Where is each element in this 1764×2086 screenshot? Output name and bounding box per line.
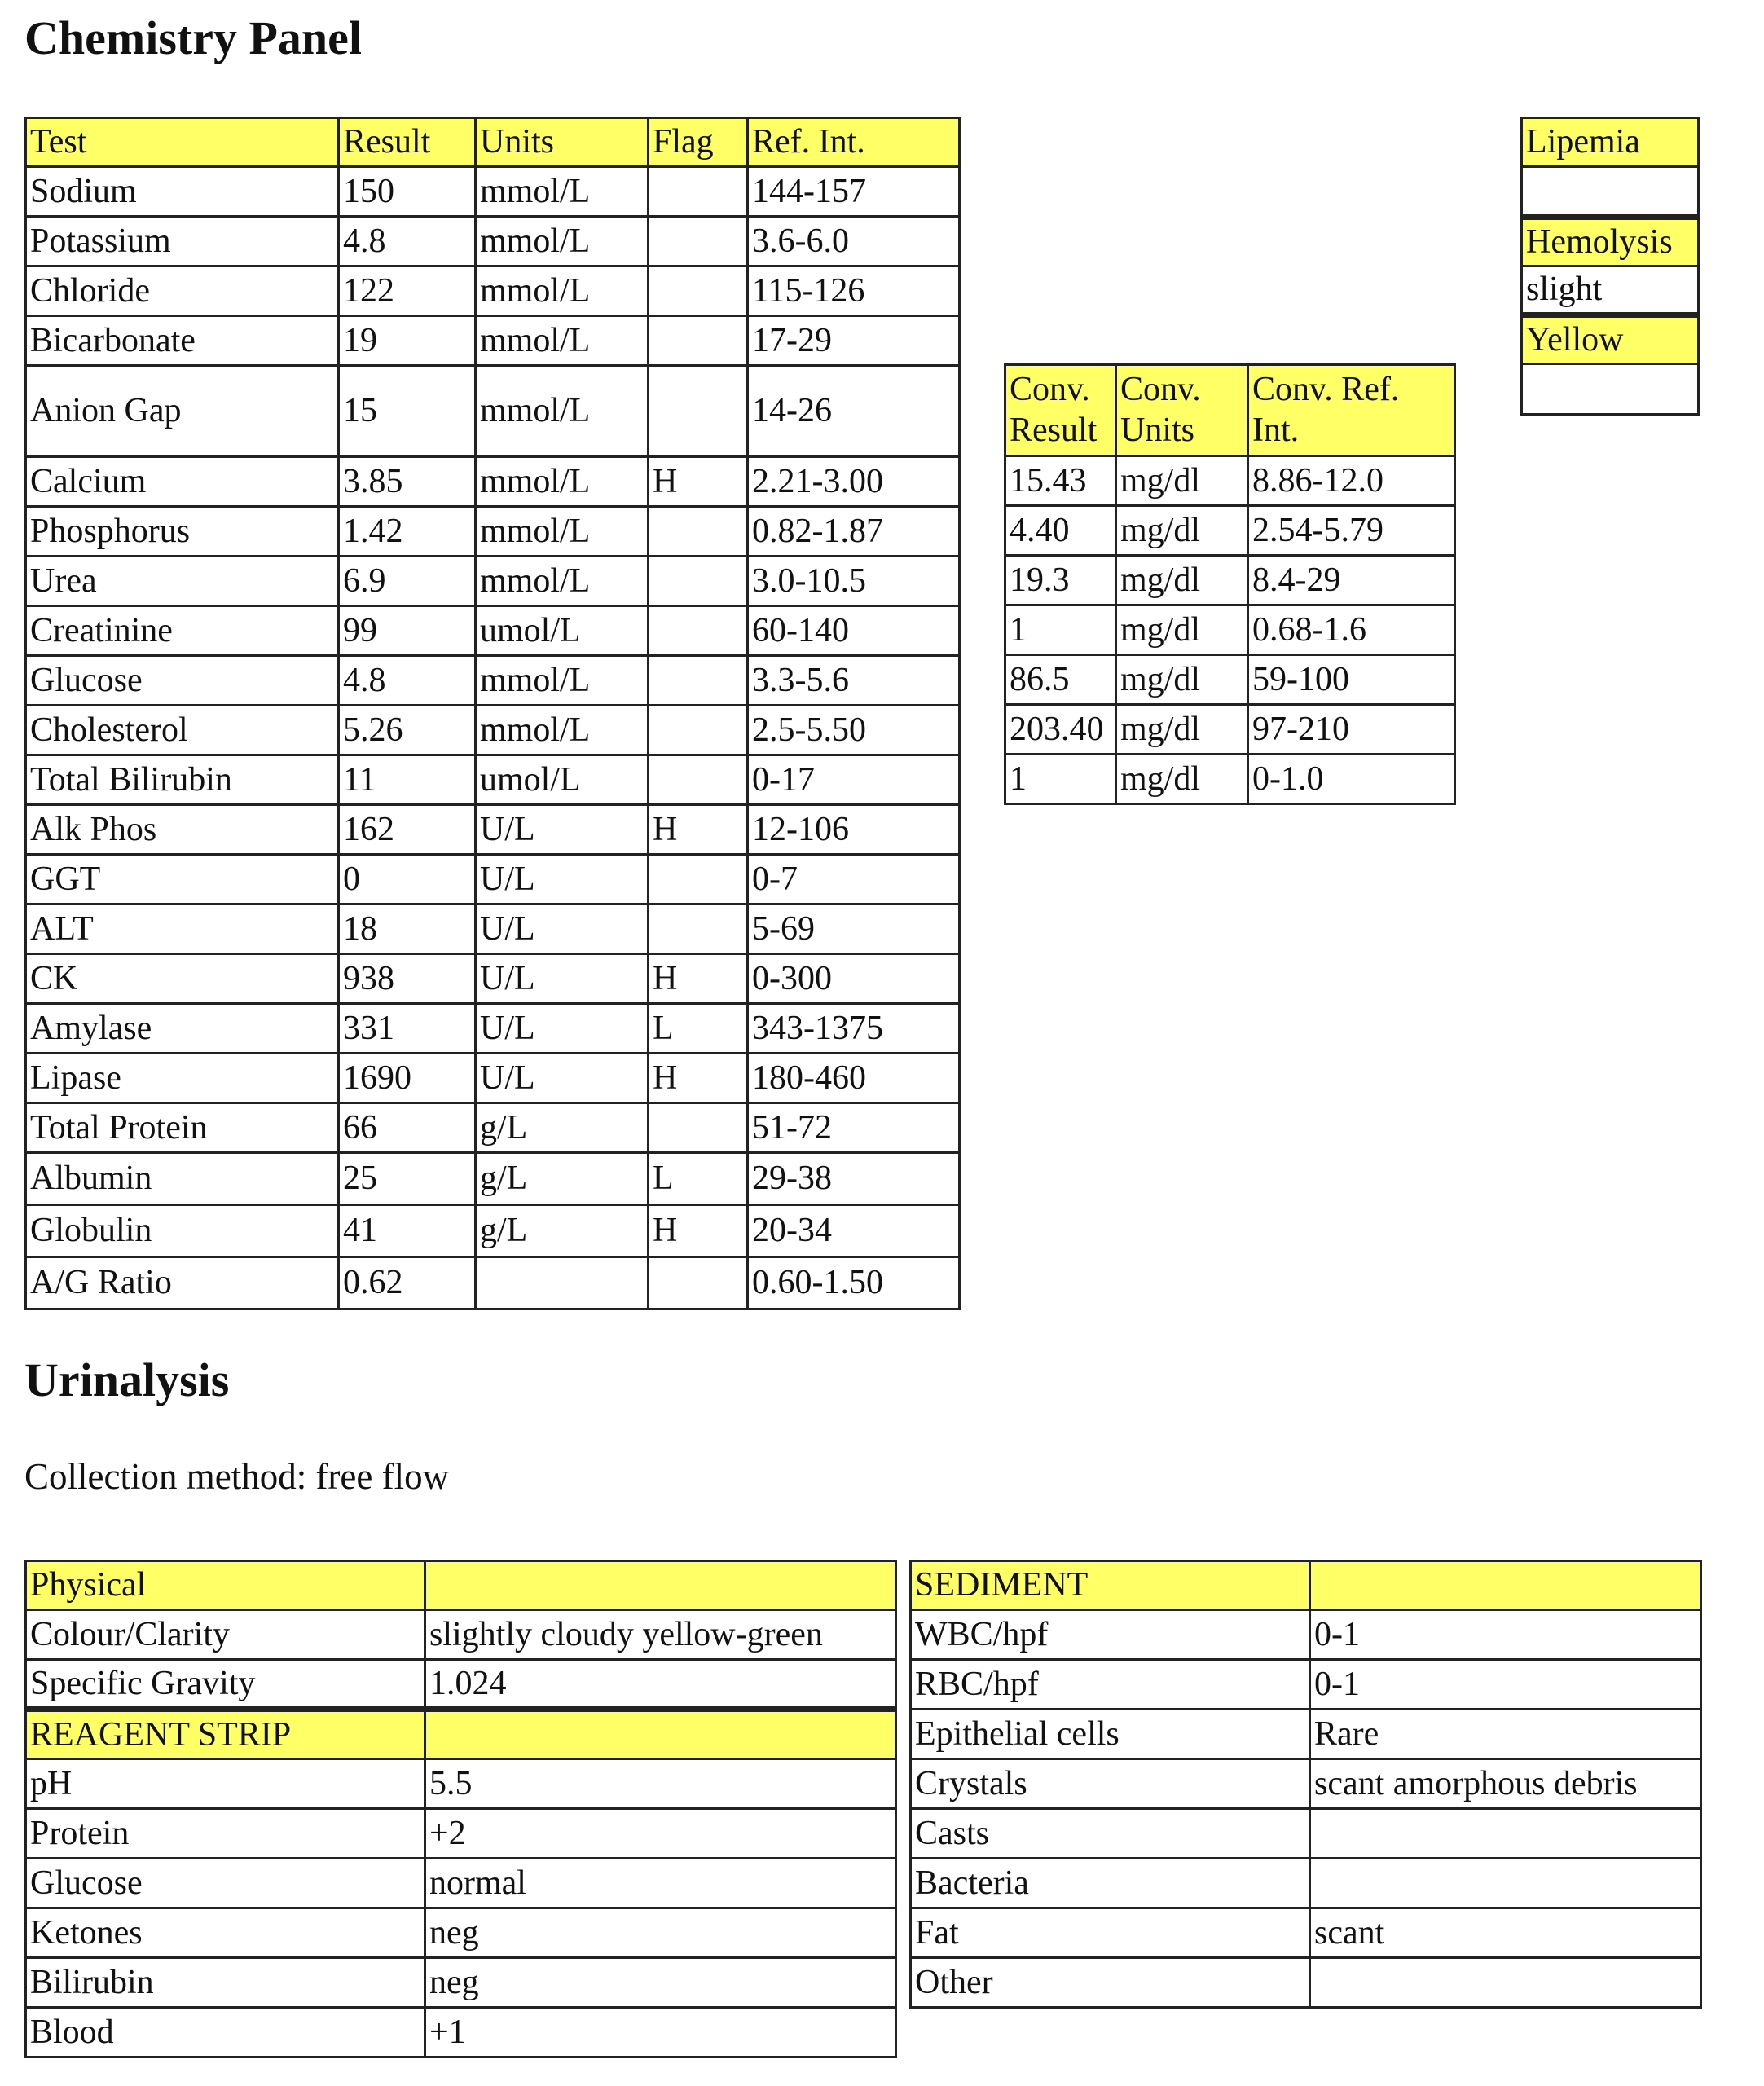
units-value: umol/L [476,606,649,656]
chemistry-row [26,1054,960,1103]
sediment-row [911,1859,1701,1908]
sediment-row [911,1710,1701,1759]
sediment-test-name: Other [911,1958,1310,2008]
conv-ref-int-value: 8.4-29 [1248,556,1455,605]
ref-int-value: 3.3-5.6 [748,656,960,706]
sediment-test-name: RBC/hpf [911,1660,1310,1710]
sediment-row [911,1610,1701,1660]
units-value: g/L [476,1205,649,1257]
flag-value: H [649,457,748,507]
header-conv-ref-int: Conv. Ref. Int. [1248,365,1455,456]
test-name: Lipase [26,1054,339,1103]
flag-value: L [649,1153,748,1205]
ref-int-value: 144-157 [748,167,960,217]
ref-int-value: 5-69 [748,904,960,954]
flag-value [649,507,748,557]
header-test: Test [26,118,339,167]
chemistry-row [26,507,960,557]
units-value: umol/L [476,755,649,805]
result-value: 938 [339,954,476,1004]
physical-row [26,1610,896,1660]
result-value: 3.85 [339,457,476,507]
reagent-header-row [26,1710,896,1759]
reagent-test-name: Bilirubin [26,1958,425,2008]
flag-value [649,755,748,805]
flag-value: L [649,1004,748,1054]
sediment-header-blank [1310,1561,1701,1610]
hemolysis-row [1522,218,1699,266]
chemistry-row [26,457,960,507]
units-value: U/L [476,855,649,904]
reagent-test-value: +1 [425,2008,896,2057]
chemistry-row [26,606,960,656]
test-name: Anion Gap [26,366,339,457]
units-value: mmol/L [476,706,649,755]
chemistry-row [26,855,960,904]
header-conv-units: Conv. Units [1116,365,1248,456]
conv-result-value: 1 [1005,605,1116,655]
sediment-row [911,1908,1701,1958]
test-name: Globulin [26,1205,339,1257]
test-name: ALT [26,904,339,954]
ref-int-value: 2.5-5.50 [748,706,960,755]
chemistry-row [26,266,960,316]
physical-header: Physical [26,1561,425,1610]
ref-int-value: 3.6-6.0 [748,217,960,266]
physical-row [26,1660,896,1710]
header-ref-int: Ref. Int. [748,118,960,167]
reagent-test-name: Ketones [26,1908,425,1958]
flag-value: H [649,1054,748,1103]
result-value: 0 [339,855,476,904]
ref-int-value: 60-140 [748,606,960,656]
conv-result-value: 203.40 [1005,705,1116,755]
chemistry-table [24,117,961,1310]
flag-value [649,167,748,217]
sediment-test-value: scant amorphous debris [1310,1759,1701,1809]
sediment-test-value: scant [1310,1908,1701,1958]
physical-header-blank [425,1561,896,1610]
hemolysis-value-row [1522,266,1699,315]
test-name: Total Bilirubin [26,755,339,805]
conversion-row [1005,456,1455,506]
conv-ref-int-value: 8.86-12.0 [1248,456,1455,506]
result-value: 162 [339,805,476,855]
test-name: Sodium [26,167,339,217]
sediment-header: SEDIMENT [911,1561,1310,1610]
units-value: U/L [476,1004,649,1054]
ref-int-value: 17-29 [748,316,960,366]
ref-int-value: 0-17 [748,755,960,805]
units-value: mmol/L [476,557,649,606]
sediment-row [911,1809,1701,1859]
ref-int-value: 12-106 [748,805,960,855]
sediment-row [911,1660,1701,1710]
test-name: CK [26,954,339,1004]
test-name: Calcium [26,457,339,507]
test-name: Potassium [26,217,339,266]
ref-int-value: 20-34 [748,1205,960,1257]
result-value: 6.9 [339,557,476,606]
result-value: 11 [339,755,476,805]
chemistry-header-row [26,118,960,167]
conv-units-value: mg/dl [1116,506,1248,556]
chemistry-row [26,217,960,266]
conv-result-value: 1 [1005,755,1116,804]
conv-units-value: mg/dl [1116,556,1248,605]
urinalysis-sediment-table [909,1560,1702,2009]
sediment-test-value: 0-1 [1310,1660,1701,1710]
ref-int-value: 3.0-10.5 [748,557,960,606]
flag-value [649,557,748,606]
urinalysis-title: Urinalysis [24,1353,230,1406]
conv-result-value: 15.43 [1005,456,1116,506]
conv-result-value: 19.3 [1005,556,1116,605]
ref-int-value: 343-1375 [748,1004,960,1054]
result-value: 4.8 [339,217,476,266]
ref-int-value: 51-72 [748,1103,960,1153]
conv-units-value: mg/dl [1116,655,1248,705]
physical-test-value: 1.024 [425,1660,896,1710]
reagent-row [26,2008,896,2057]
sediment-test-name: Crystals [911,1759,1310,1809]
units-value: g/L [476,1153,649,1205]
header-units: Units [476,118,649,167]
result-value: 5.26 [339,706,476,755]
sediment-test-name: Casts [911,1809,1310,1859]
chemistry-row [26,805,960,855]
result-value: 1.42 [339,507,476,557]
reagent-test-value: neg [425,1908,896,1958]
units-value: U/L [476,805,649,855]
sediment-row [911,1958,1701,2008]
chemistry-panel-title: Chemistry Panel [24,11,362,64]
sediment-test-value: Rare [1310,1710,1701,1759]
ref-int-value: 115-126 [748,266,960,316]
ref-int-value: 14-26 [748,366,960,457]
flag-value [649,606,748,656]
yellow-value-row [1522,364,1699,415]
reagent-row [26,1859,896,1908]
ref-int-value: 0.60-1.50 [748,1257,960,1309]
conversion-table [1004,363,1456,805]
sediment-test-name: Epithelial cells [911,1710,1310,1759]
conv-ref-int-value: 59-100 [1248,655,1455,705]
chemistry-row [26,557,960,606]
units-value: U/L [476,904,649,954]
conv-units-value: mg/dl [1116,456,1248,506]
reagent-row [26,1908,896,1958]
conversion-row [1005,755,1455,804]
chemistry-row [26,706,960,755]
chemistry-row [26,954,960,1004]
lipemia-row [1522,118,1699,167]
flag-value [649,656,748,706]
test-name: Amylase [26,1004,339,1054]
result-value: 4.8 [339,656,476,706]
test-name: Creatinine [26,606,339,656]
sediment-test-name: Bacteria [911,1859,1310,1908]
ref-int-value: 0-300 [748,954,960,1004]
flag-value [649,1257,748,1309]
reagent-test-value: +2 [425,1809,896,1859]
chemistry-row [26,316,960,366]
physical-test-name: Colour/Clarity [26,1610,425,1660]
chemistry-row [26,366,960,457]
hemolysis-value: slight [1522,266,1699,315]
units-value [476,1257,649,1309]
test-name: GGT [26,855,339,904]
chemistry-row [26,167,960,217]
flag-value [649,217,748,266]
reagent-header-blank [425,1710,896,1759]
header-flag: Flag [649,118,748,167]
conversion-row [1005,556,1455,605]
reagent-test-name: pH [26,1759,425,1809]
result-value: 19 [339,316,476,366]
flag-value [649,706,748,755]
chemistry-row [26,755,960,805]
reagent-row [26,1958,896,2008]
reagent-test-name: Glucose [26,1859,425,1908]
sediment-header-row [911,1561,1701,1610]
conv-ref-int-value: 2.54-5.79 [1248,506,1455,556]
sediment-test-name: Fat [911,1908,1310,1958]
units-value: mmol/L [476,656,649,706]
reagent-test-name: Blood [26,2008,425,2057]
units-value: mmol/L [476,217,649,266]
physical-test-name: Specific Gravity [26,1660,425,1710]
yellow-row [1522,315,1699,364]
chemistry-row [26,656,960,706]
units-value: mmol/L [476,457,649,507]
reagent-test-value: 5.5 [425,1759,896,1809]
chemistry-row [26,1153,960,1205]
reagent-strip-header: REAGENT STRIP [26,1710,425,1759]
reagent-test-value: normal [425,1859,896,1908]
units-value: mmol/L [476,167,649,217]
conv-units-value: mg/dl [1116,605,1248,655]
flag-value: H [649,1205,748,1257]
sediment-test-value [1310,1859,1701,1908]
flag-value [649,316,748,366]
sediment-test-value [1310,1958,1701,2008]
conv-ref-int-value: 0.68-1.6 [1248,605,1455,655]
flag-value [649,855,748,904]
test-name: Urea [26,557,339,606]
result-value: 18 [339,904,476,954]
test-name: Total Protein [26,1103,339,1153]
conv-ref-int-value: 97-210 [1248,705,1455,755]
sediment-row [911,1759,1701,1809]
result-value: 1690 [339,1054,476,1103]
units-value: mmol/L [476,366,649,457]
result-value: 99 [339,606,476,656]
conversion-row [1005,705,1455,755]
test-name: Bicarbonate [26,316,339,366]
conversion-row [1005,655,1455,705]
result-value: 25 [339,1153,476,1205]
flag-value [649,266,748,316]
chemistry-row [26,904,960,954]
result-value: 150 [339,167,476,217]
conversion-header-row [1005,365,1455,456]
test-name: Albumin [26,1153,339,1205]
units-value: mmol/L [476,266,649,316]
lipemia-value-row [1522,167,1699,218]
chemistry-row [26,1257,960,1309]
result-value: 41 [339,1205,476,1257]
reagent-row [26,1759,896,1809]
result-value: 66 [339,1103,476,1153]
result-value: 122 [339,266,476,316]
flag-value [649,366,748,457]
test-name: A/G Ratio [26,1257,339,1309]
flag-value [649,904,748,954]
units-value: g/L [476,1103,649,1153]
reagent-test-value: neg [425,1958,896,2008]
conversion-row [1005,506,1455,556]
chemistry-row [26,1103,960,1153]
ref-int-value: 180-460 [748,1054,960,1103]
units-value: U/L [476,954,649,1004]
test-name: Phosphorus [26,507,339,557]
conv-units-value: mg/dl [1116,705,1248,755]
collection-method: Collection method: free flow [24,1456,450,1497]
lipemia-label: Lipemia [1522,118,1699,167]
ref-int-value: 2.21-3.00 [748,457,960,507]
test-name: Cholesterol [26,706,339,755]
ref-int-value: 0.82-1.87 [748,507,960,557]
flag-value: H [649,805,748,855]
physical-test-value: slightly cloudy yellow-green [425,1610,896,1660]
units-value: mmol/L [476,507,649,557]
units-value: U/L [476,1054,649,1103]
hemolysis-label: Hemolysis [1522,218,1699,266]
header-result: Result [339,118,476,167]
lipemia-value [1522,167,1699,218]
ref-int-value: 0-7 [748,855,960,904]
serum-indices-table [1520,117,1700,416]
chemistry-row [26,1205,960,1257]
sediment-test-value [1310,1809,1701,1859]
units-value: mmol/L [476,316,649,366]
conv-ref-int-value: 0-1.0 [1248,755,1455,804]
conv-units-value: mg/dl [1116,755,1248,804]
flag-value: H [649,954,748,1004]
yellow-label: Yellow [1522,315,1699,364]
test-name: Alk Phos [26,805,339,855]
result-value: 0.62 [339,1257,476,1309]
result-value: 15 [339,366,476,457]
chemistry-row [26,1004,960,1054]
test-name: Chloride [26,266,339,316]
reagent-test-name: Protein [26,1809,425,1859]
flag-value [649,1103,748,1153]
test-name: Glucose [26,656,339,706]
urinalysis-physical-reagent-table [24,1560,897,2058]
reagent-row [26,1809,896,1859]
conv-result-value: 86.5 [1005,655,1116,705]
ref-int-value: 29-38 [748,1153,960,1205]
conversion-row [1005,605,1455,655]
sediment-test-value: 0-1 [1310,1610,1701,1660]
result-value: 331 [339,1004,476,1054]
sediment-test-name: WBC/hpf [911,1610,1310,1660]
physical-header-row [26,1561,896,1610]
conv-result-value: 4.40 [1005,506,1116,556]
yellow-value [1522,364,1699,415]
header-conv-result: Conv. Result [1005,365,1116,456]
